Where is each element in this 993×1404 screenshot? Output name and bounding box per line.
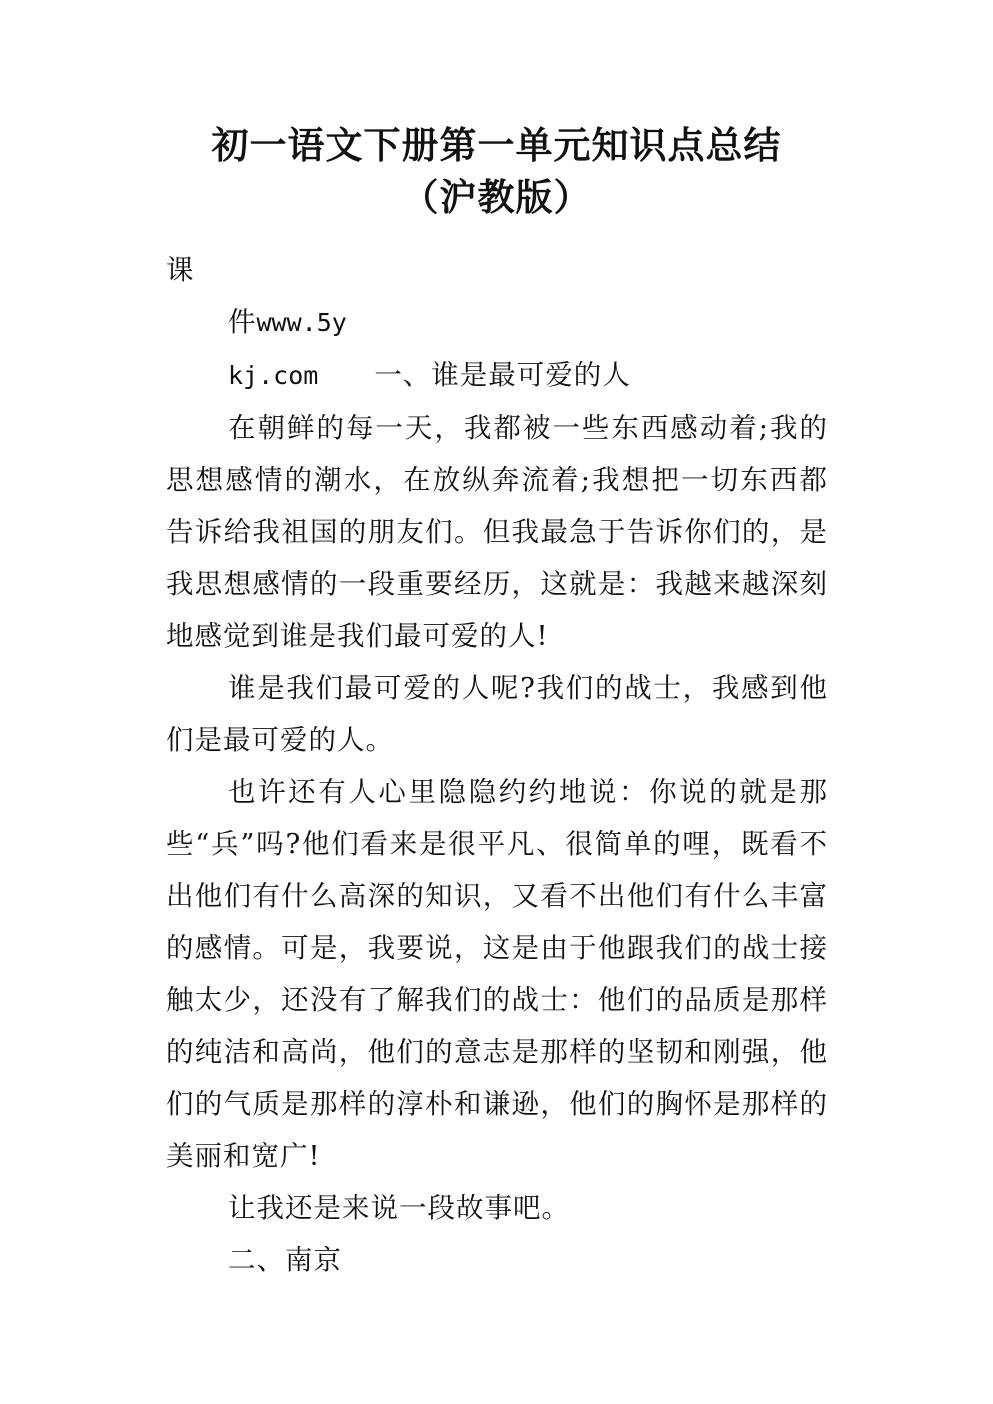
document-subtitle: （沪教版） bbox=[401, 176, 592, 219]
paragraph-4: 让我还是来说一段故事吧。 bbox=[228, 1192, 570, 1224]
section2-heading: 二、南京 bbox=[228, 1244, 342, 1276]
paragraph-3: 也许还有人心里隐隐约约地说：你说的就是那些“兵”吗?他们看来是很平凡、很简单的哩，既看不出他们有什么高深的知识，又看不出他们有什么丰富的感情。可是，我要说，这是由于他跟我们的战士接触太少，还没有了解我们的战士：他们的品质是那样的纯洁和高尚，他们的意志是那样的坚韧和刚强，他们的气质是那样的淳朴和谦逊，他们的胸怀是那样的美丽和宽广! bbox=[166, 776, 829, 1172]
paragraph-1: 在朝鲜的每一天，我都被一些东西感动着;我的思想感情的潮水，在放纵奔流着;我想把一切东西都告诉给我祖国的朋友们。但我最急于告诉你们的，是我思想感情的一段重要经历，这就是：我越来越深刻地感觉到谁是我们最可爱的人! bbox=[166, 412, 828, 652]
document-title: 初一语文下册第一单元知识点总结 bbox=[211, 124, 782, 167]
url-fragment-2: kj.com bbox=[228, 361, 319, 390]
body-line-ke: 课 bbox=[166, 254, 195, 286]
url-fragment-1: www.5y bbox=[256, 308, 347, 337]
document-body bbox=[166, 244, 828, 1286]
paragraph-2: 谁是我们最可爱的人呢?我们的战士，我感到他们是最可爱的人。 bbox=[166, 672, 828, 756]
body-line-kj bbox=[166, 349, 828, 402]
body-line-jian bbox=[166, 296, 828, 349]
section1-heading: 一、谁是最可爱的人 bbox=[374, 359, 631, 391]
jian-char: 件 bbox=[228, 306, 257, 338]
